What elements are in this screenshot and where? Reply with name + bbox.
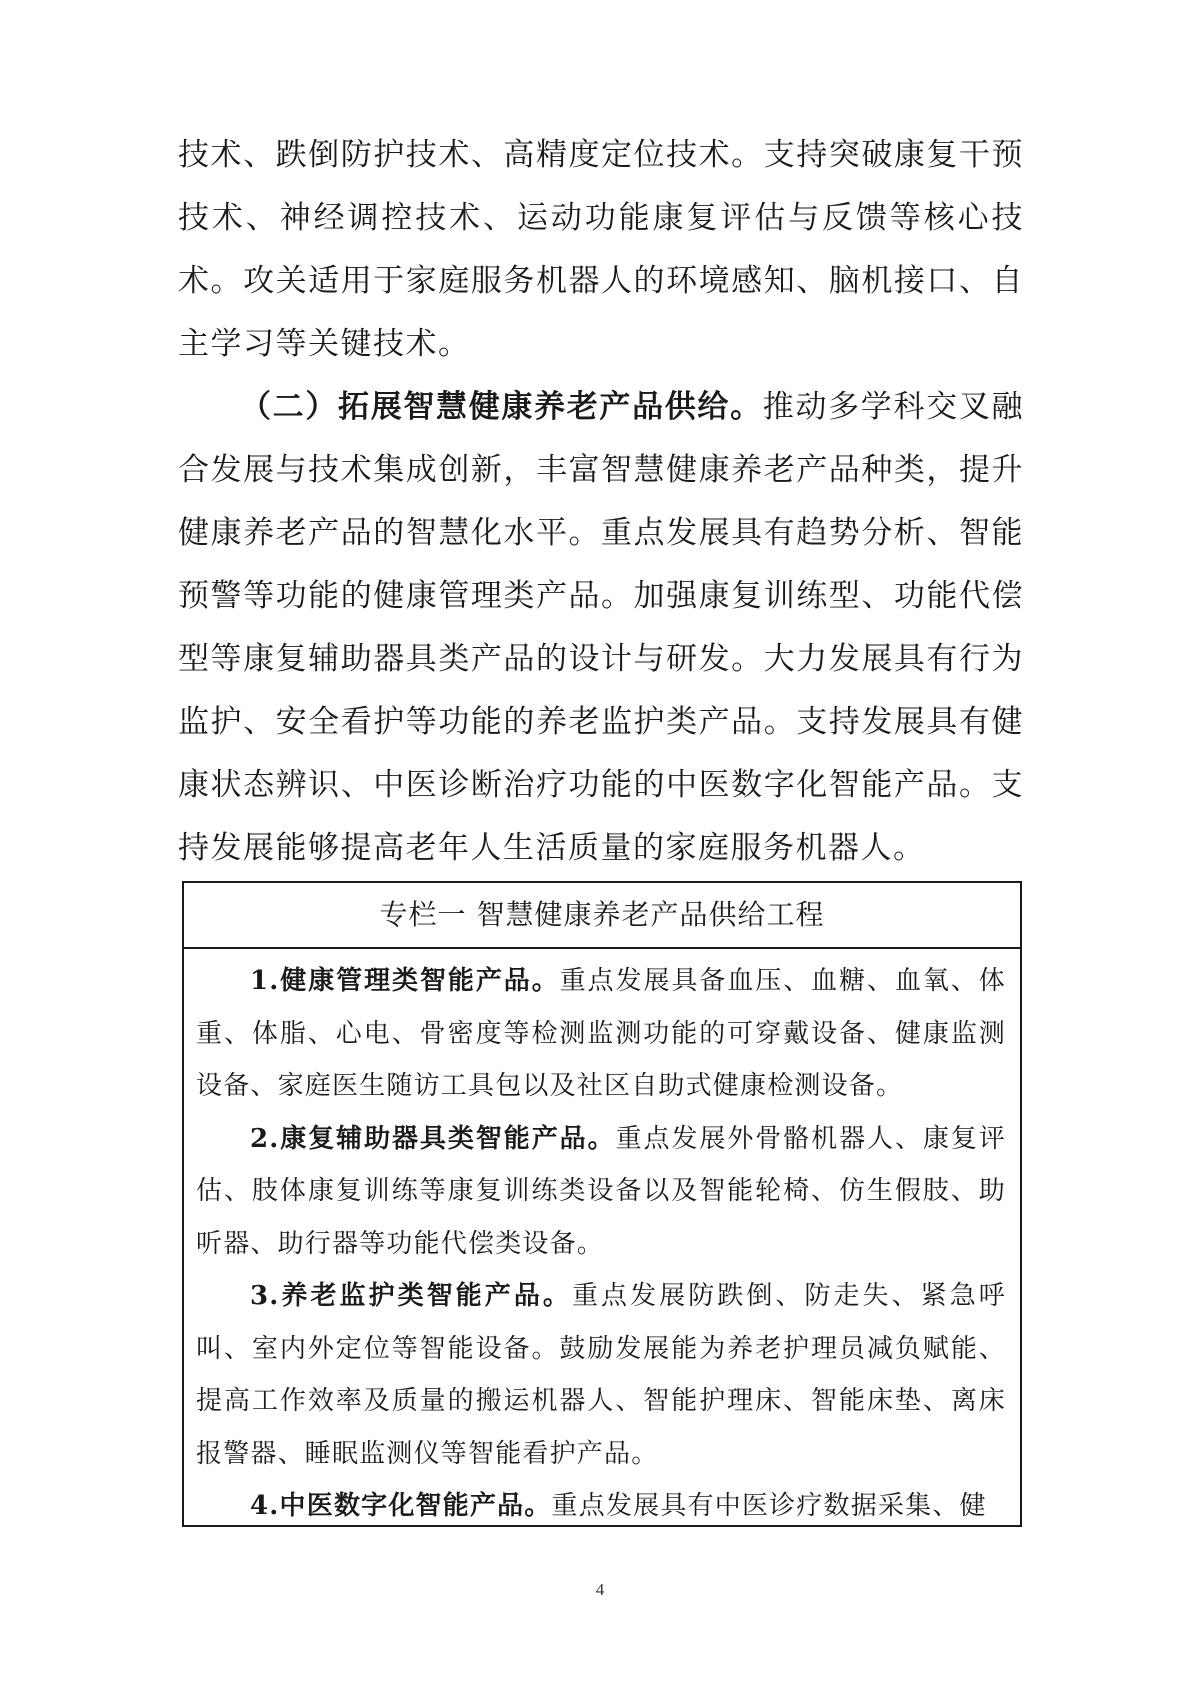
- list-item: [196, 1113, 1006, 1271]
- item-text: 重点发展具有中医诊疗数据采集、健: [551, 1491, 987, 1521]
- item-heading: 1.健康管理类智能产品。: [250, 966, 560, 996]
- item-text: 重点发展防跌倒、防走失、紧急呼叫、室内外定位等智能设备。鼓励发展能为养老护理员减负赋能、提高工作效率及质量的搬运机器人、智能护理床、智能床垫、离床报警器、睡眠监测仪等智能看护产品。: [196, 1281, 1006, 1469]
- list-item: [196, 955, 1006, 1113]
- item-heading: 2.康复辅助器具类智能产品。: [250, 1123, 616, 1154]
- item-heading: 3.养老监护类智能产品。: [250, 1281, 572, 1311]
- page-number: 4: [595, 1580, 605, 1599]
- column-box-title: 专栏一 智慧健康养老产品供给工程: [184, 883, 1020, 949]
- list-item: [196, 1480, 1006, 1527]
- item-heading: 4.中医数字化智能产品。: [250, 1491, 552, 1521]
- body-text: [178, 124, 1024, 880]
- list-item: [196, 1270, 1006, 1480]
- column-box: [182, 881, 1022, 1527]
- section-text: 推动多学科交叉融合发展与技术集成创新，丰富智慧健康养老产品种类，提升健康养老产品的智慧化水平。重点发展具有趋势分析、智能预警等功能的健康管理类产品。加强康复训练型、功能代偿型等康复辅助器具类产品的设计与研发。大力发展具有行为监护、安全看护等功能的养老监护类产品。支持发展具有健康状态辨识、中医诊断治疗功能的中医数字化智能产品。支持发展能够提高老年人生活质量的家庭服务机器人。: [178, 389, 1024, 866]
- item-text: 重点发展具备血压、血糖、血氧、体重、体脂、心电、骨密度等检测监测功能的可穿戴设备、健康监测设备、家庭医生随访工具包以及社区自助式健康检测设备。: [196, 966, 1006, 1101]
- paragraph-continued: 技术、跌倒防护技术、高精度定位技术。支持突破康复干预技术、神经调控技术、运动功能康复评估与反馈等核心技术。攻关适用于家庭服务机器人的环境感知、脑机接口、自主学习等关键技术。: [178, 137, 1024, 362]
- section-heading: （二）拓展智慧健康养老产品供给。: [240, 389, 763, 425]
- item-text: 重点发展外骨骼机器人、康复评估、肢体康复训练等康复训练类设备以及智能轮椅、仿生假肢、助听器、助行器等功能代偿类设备。: [196, 1123, 1006, 1259]
- column-box-body: [184, 949, 1020, 1527]
- paragraph-section-two: [178, 376, 1024, 880]
